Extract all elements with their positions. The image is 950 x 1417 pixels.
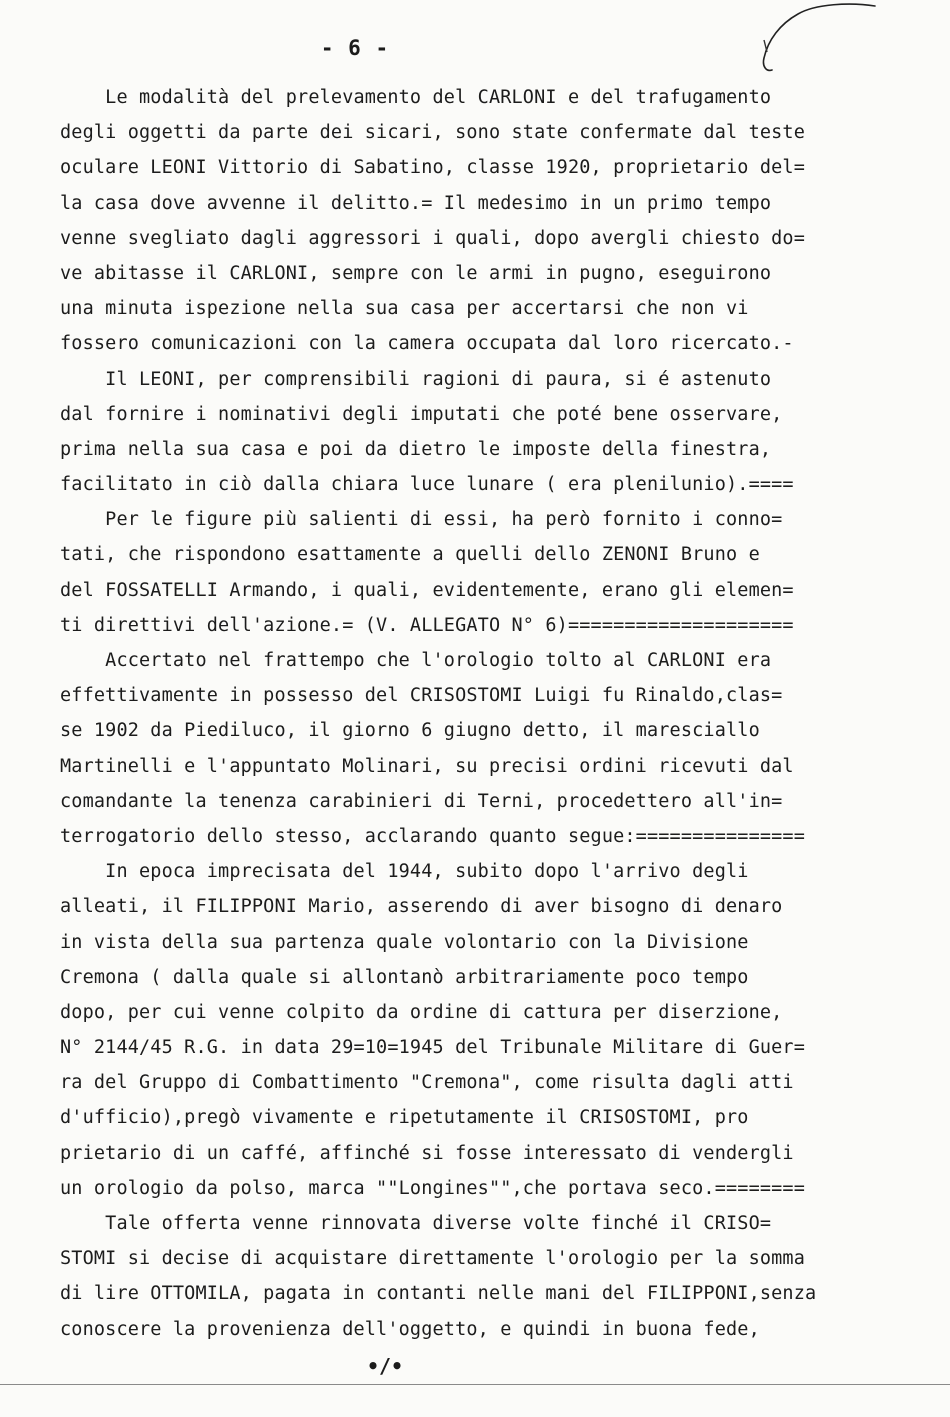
text-line: STOMI si decise di acquistare direttamente l'orologio per la somma [60,1248,806,1270]
continuation-mark: •/• [366,1354,404,1378]
text-line: oculare LEONI Vittorio di Sabatino, classe 1920, proprietario del= [60,157,806,179]
text-line: Martinelli e l'appuntato Molinari, su precisi ordini ricevuti dal [60,755,794,777]
text-line: venne svegliato dagli aggressori i quali, dopo avergli chiesto do= [60,227,806,249]
text-line: ti direttivi dell'azione.= (V. ALLEGATO N° 6)==================== [60,614,794,636]
text-line: d'ufficio),pregò vivamente e ripetutamente il CRISOSTOMI, pro [60,1107,749,1129]
text-line: effettivamente in possesso del CRISOSTOMI Luigi fu Rinaldo,clas= [60,685,783,707]
page-number: - 6 - [320,36,390,60]
text-line: In epoca imprecisata del 1944, subito dopo l'arrivo degli [60,861,749,883]
text-line: Il LEONI, per comprensibili ragioni di paura, si é astenuto [60,368,772,390]
text-line: tati, che rispondono esattamente a quelli dello ZENONI Bruno e [60,544,760,566]
text-line: facilitato in ciò dalla chiara luce lunare ( era plenilunio).==== [60,474,794,496]
text-line: Accertato nel frattempo che l'orologio tolto al CARLONI era [60,650,772,671]
bottom-rule [0,1384,950,1385]
text-line: una minuta ispezione nella sua casa per accertarsi che non vi [60,298,749,320]
handwritten-mark [740,0,880,90]
text-line: fossero comunicazioni con la camera occupata dal loro ricercato.- [60,333,794,355]
text-line: conoscere la provenienza dell'oggetto, e quindi in buona fede, [60,1318,760,1340]
text-line: Cremona ( dalla quale si allontanò arbitrariamente poco tempo [60,966,749,988]
text-line: dal fornire i nominativi degli imputati che poté bene osservare, [60,403,783,425]
text-line: prietario di un caffé, affinché si fosse interessato di vendergli [60,1142,794,1164]
text-line: ra del Gruppo di Combattimento "Cremona", come risulta dagli atti [60,1072,794,1094]
text-line: se 1902 da Piediluco, il giorno 6 giugno detto, il maresciallo [60,720,760,742]
text-line: Le modalità del prelevamento del CARLONI e del trafugamento [60,87,772,108]
body-text [60,80,890,1347]
text-line: in vista della sua partenza quale volontario con la Divisione [60,931,749,953]
text-line: ve abitasse il CARLONI, sempre con le armi in pugno, eseguirono [60,262,772,284]
text-line: prima nella sua casa e poi da dietro le imposte della finestra, [60,438,772,460]
text-line: dopo, per cui venne colpito da ordine di cattura per diserzione, [60,1001,783,1023]
text-line: di lire OTTOMILA, pagata in contanti nelle mani del FILIPPONI,senza [60,1283,817,1305]
text-line: del FOSSATELLI Armando, i quali, evidentemente, erano gli elemen= [60,579,794,601]
text-line: la casa dove avvenne il delitto.= Il medesimo in un primo tempo [60,192,772,214]
text-line: N° 2144/45 R.G. in data 29=10=1945 del Tribunale Militare di Guer= [60,1037,806,1059]
text-line: comandante la tenenza carabinieri di Terni, procedettero all'in= [60,790,783,812]
text-line: degli oggetti da parte dei sicari, sono state confermate dal teste [60,122,806,144]
text-line: un orologio da polso, marca ""Longines"",che portava seco.======== [60,1177,806,1199]
text-line: Per le figure più salienti di essi, ha però fornito i conno= [60,509,783,531]
text-line: alleati, il FILIPPONI Mario, asserendo di aver bisogno di denaro [60,896,783,918]
text-line: Tale offerta venne rinnovata diverse volte finché il CRISO= [60,1213,772,1234]
text-line: terrogatorio dello stesso, acclarando quanto segue:=============== [60,825,806,847]
